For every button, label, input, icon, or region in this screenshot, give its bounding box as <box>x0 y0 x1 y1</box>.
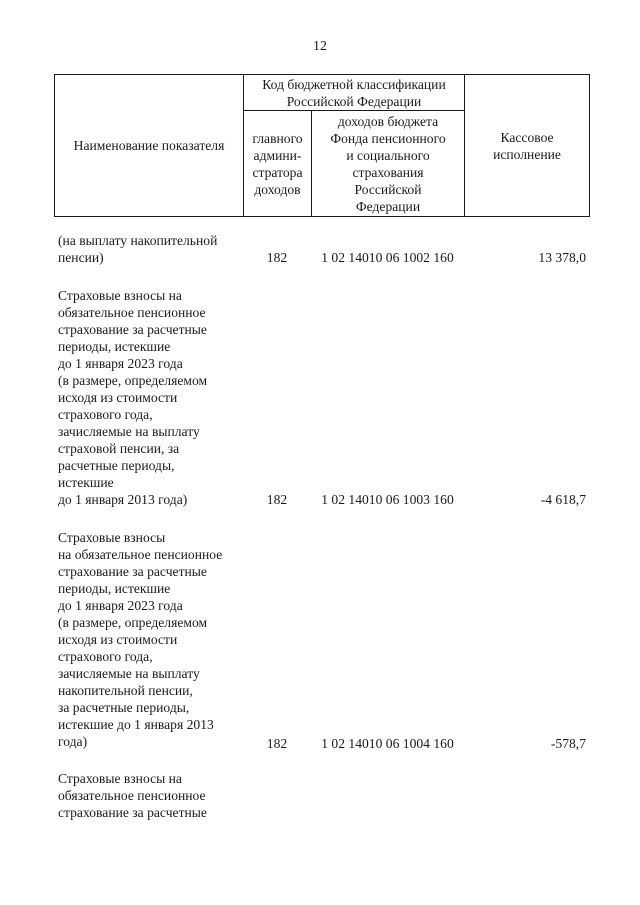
row-name <box>58 287 248 508</box>
row-name-line: истекшие до 1 января 2013 <box>58 717 214 732</box>
row-name-line: до 1 января 2023 года <box>58 598 183 613</box>
row-name-line: пенсии) <box>58 250 104 265</box>
header-col-name <box>55 75 244 217</box>
header-col-group <box>244 75 465 111</box>
row-income-code: 1 02 14010 06 1003 160 <box>321 492 454 507</box>
row-admin-code: 182 <box>266 250 288 265</box>
header-exec-line: Кассовое <box>500 129 554 145</box>
row-name-line: страхового года, <box>58 407 153 422</box>
header-col-exec <box>465 75 590 217</box>
header-group-line: Код бюджетной классификации <box>262 76 446 92</box>
row-name-line: расчетные периоды, <box>58 458 175 473</box>
row-name-line: исходя из стоимости <box>58 390 178 405</box>
row-admin-code: 182 <box>266 492 288 507</box>
row-name-line: на обязательное пенсионное <box>58 547 223 562</box>
row-name-line: обязательное пенсионное <box>58 305 206 320</box>
header-admin-line: стратора <box>252 164 303 180</box>
header-exec-line: исполнение <box>493 146 561 162</box>
row-name-line: года) <box>58 734 88 749</box>
row-name <box>58 529 248 750</box>
header-income-line: доходов бюджета <box>337 113 439 129</box>
header-income-line: Федерации <box>355 198 421 214</box>
row-name <box>58 770 248 821</box>
row-name-line: страхование за расчетные <box>58 564 207 579</box>
row-amount: -4 618,7 <box>540 492 586 507</box>
header-col-admin <box>244 111 312 217</box>
header-group-line: Российской Федерации <box>286 93 422 109</box>
table-header <box>54 74 590 217</box>
row-name <box>58 232 248 266</box>
row-name-line: накопительной пенсии, <box>58 683 193 698</box>
row-name-line: до 1 января 2013 года) <box>58 492 188 507</box>
row-name-line: обязательное пенсионное <box>58 788 206 803</box>
row-name-line: истекшие <box>58 475 114 490</box>
row-name-line: зачисляемые на выплату <box>58 424 200 439</box>
row-name-line: Страховые взносы на <box>58 288 182 303</box>
row-name-line: за расчетные периоды, <box>58 700 190 715</box>
row-admin-code: 182 <box>266 736 288 751</box>
row-income-code: 1 02 14010 06 1002 160 <box>321 250 454 265</box>
row-name-line: до 1 января 2023 года <box>58 356 183 371</box>
header-admin-line: главного <box>252 130 303 146</box>
row-amount: -578,7 <box>550 736 586 751</box>
row-amount: 13 378,0 <box>538 250 586 265</box>
header-income-line: Российской <box>354 181 422 197</box>
row-name-line: страхование за расчетные <box>58 805 207 820</box>
row-name-line: страховой пенсии, за <box>58 441 180 456</box>
row-name-line: исходя из стоимости <box>58 632 178 647</box>
row-name-line: Страховые взносы <box>58 530 166 545</box>
row-name-line: (на выплату накопительной <box>58 233 218 248</box>
header-income-line: и социального <box>346 147 430 163</box>
header-admin-line: доходов <box>254 181 301 197</box>
header-income-line: страхования <box>352 164 424 180</box>
header-col-name-label: Наименование показателя <box>73 138 225 153</box>
row-income-code: 1 02 14010 06 1004 160 <box>321 736 454 751</box>
row-name-line: периоды, истекшие <box>58 581 171 596</box>
row-name-line: страхового года, <box>58 649 153 664</box>
header-admin-line: админи- <box>253 147 302 163</box>
row-name-line: (в размере, определяемом <box>58 373 208 388</box>
header-col-income <box>312 111 465 217</box>
row-name-line: зачисляемые на выплату <box>58 666 200 681</box>
page-number: 12 <box>313 39 327 54</box>
header-income-line: Фонда пенсионного <box>330 130 446 146</box>
row-name-line: страхование за расчетные <box>58 322 207 337</box>
row-name-line: (в размере, определяемом <box>58 615 208 630</box>
row-name-line: Страховые взносы на <box>58 771 182 786</box>
row-name-line: периоды, истекшие <box>58 339 171 354</box>
